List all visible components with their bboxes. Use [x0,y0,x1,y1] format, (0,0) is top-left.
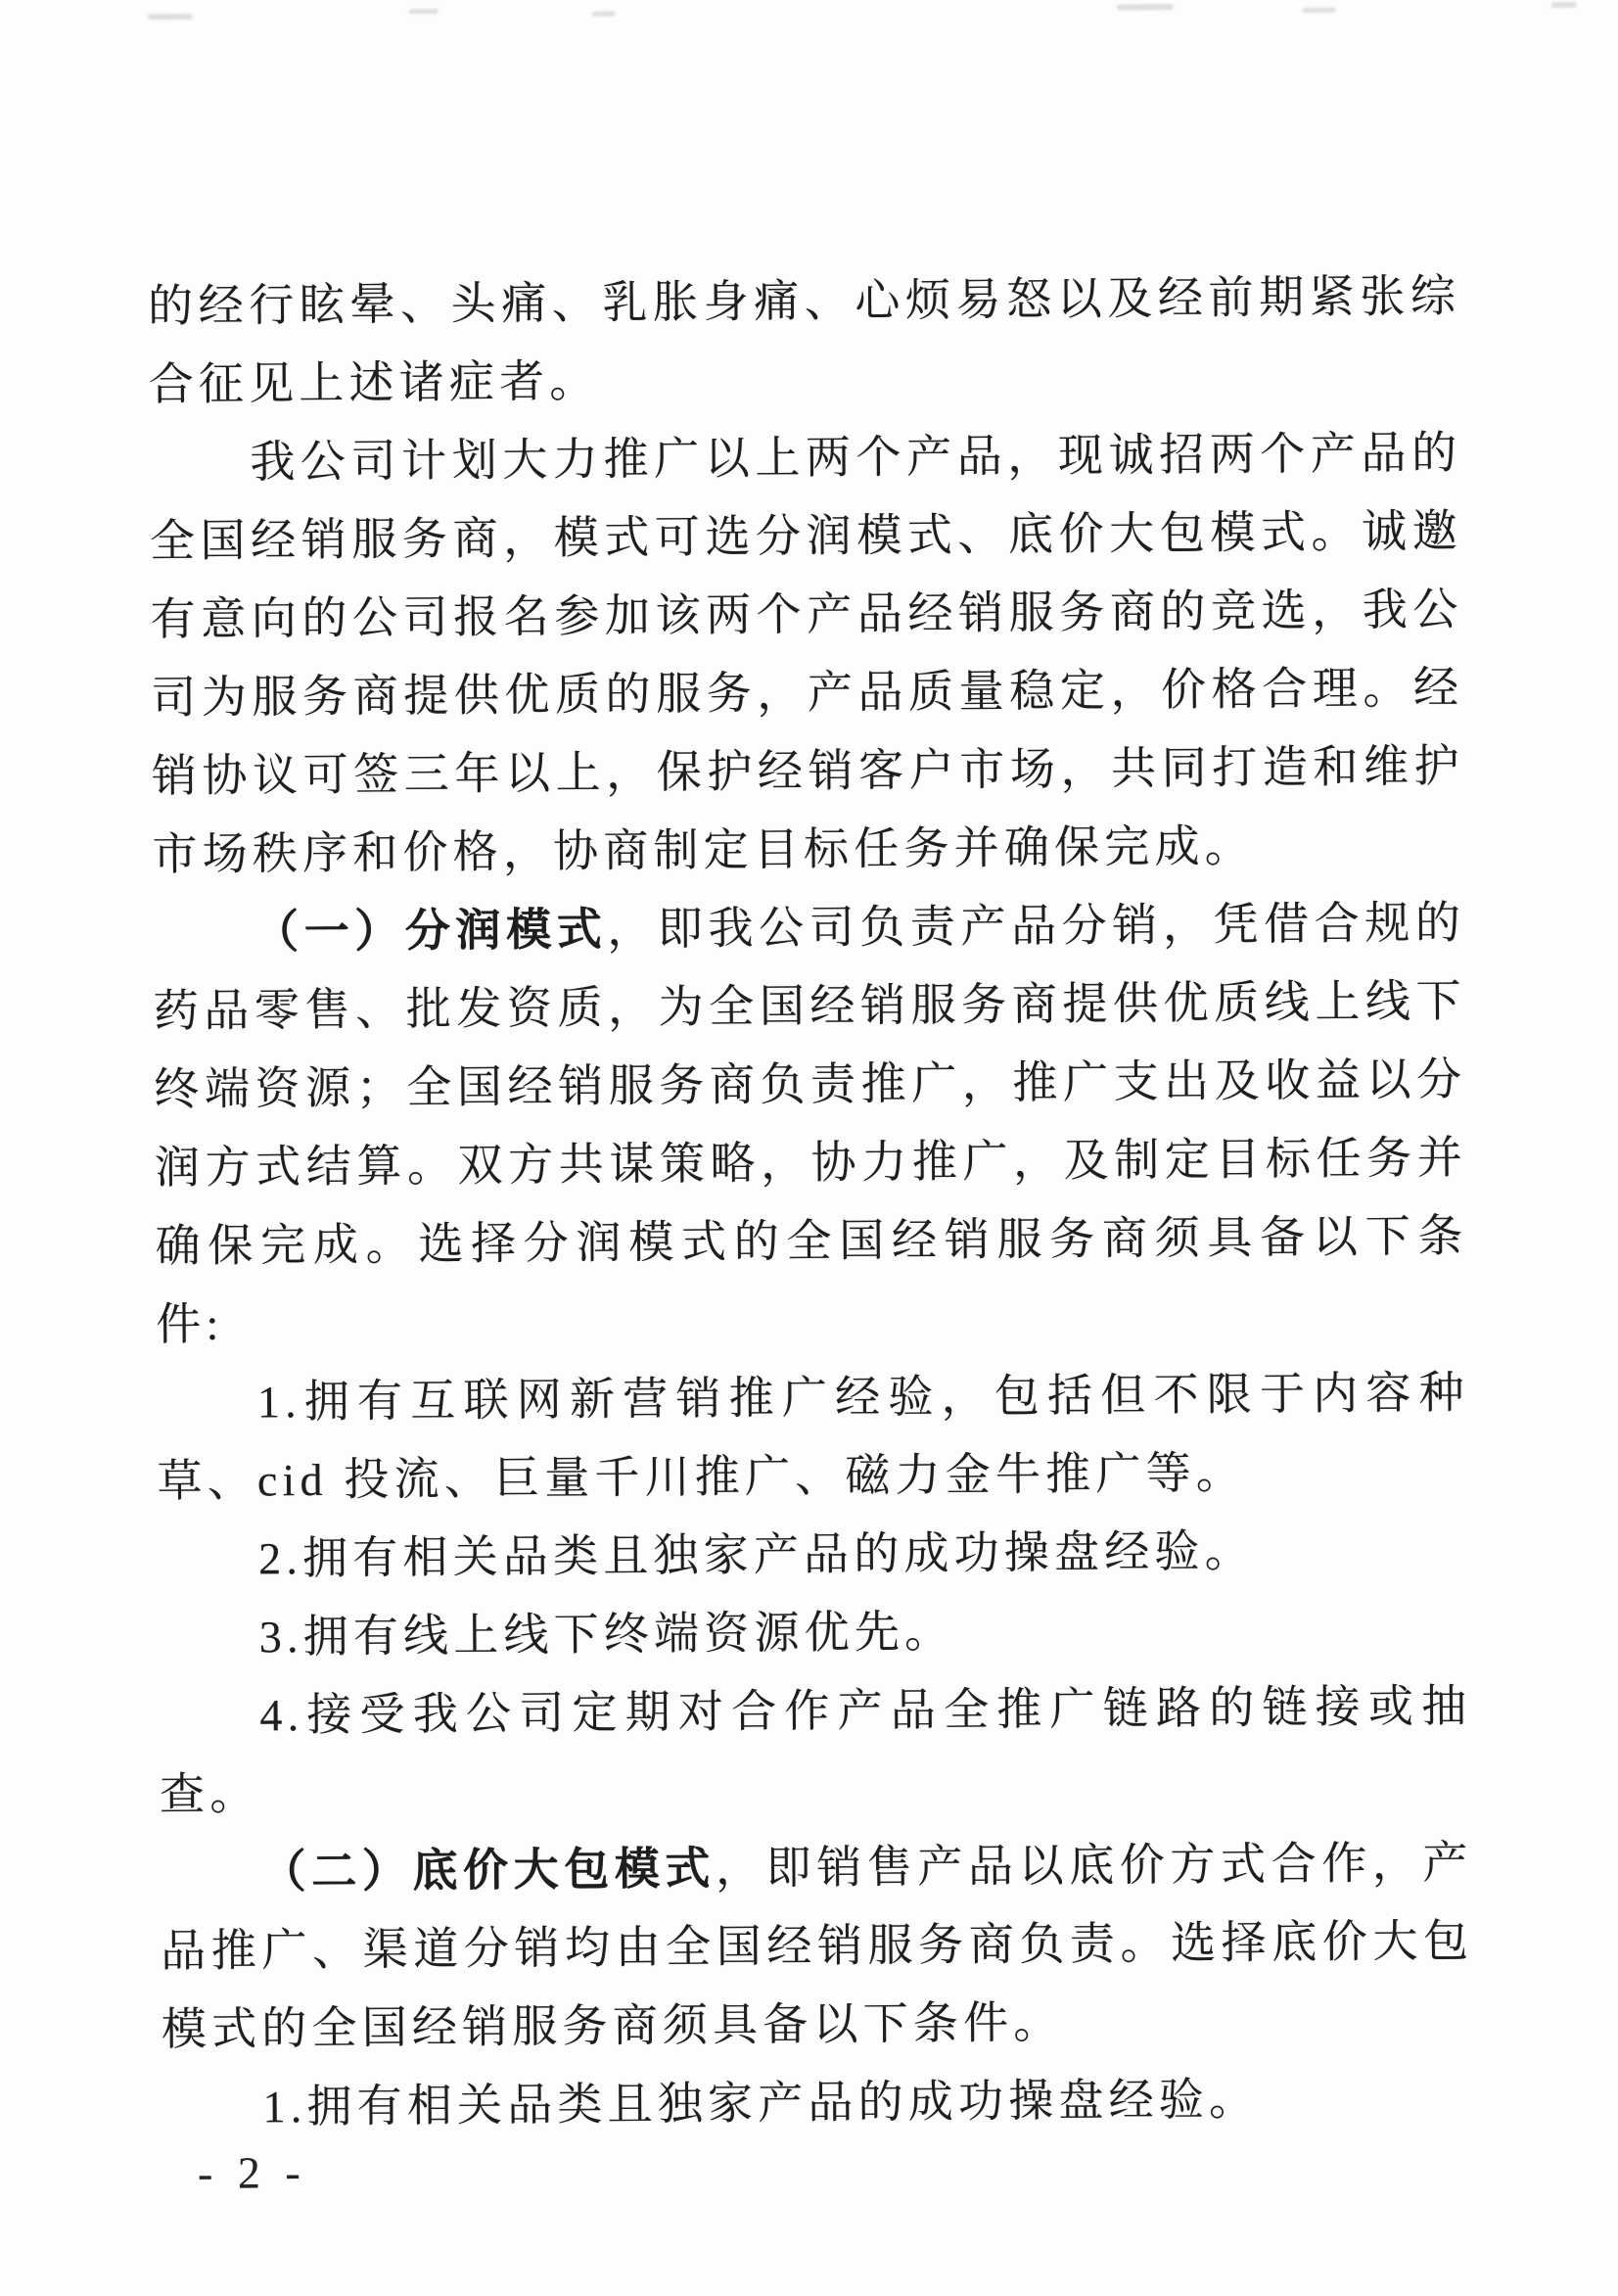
scan-artifact [592,12,616,17]
paragraph-text: 1.拥有互联网新营销推广经验，包括但不限于内容种草、cid 投流、巨量千川推广、磁力金牛推广等。 [157,1367,1470,1507]
scan-artifact [1551,2,1577,8]
paragraph-bold-prefix: （二）底价大包模式 [260,1843,717,1898]
paragraph [153,884,1469,1365]
page-number: - 2 - [197,2147,307,2198]
scan-artifact [409,9,439,14]
paragraph-text: ，即我公司负责产品分销，凭借合规的药品零售、批发资质，为全国经销服务商提供优质线上线下终端资源；全国经销服务商负责推广，推广支出及收益以分润方式结算。双方共谋策略，协力推广，及制定目标任务并确保完成。选择分润模式的全国经销服务商须具备以下条件: [153,897,1468,1350]
paragraph [157,1354,1470,1522]
paragraph [148,258,1461,425]
paragraph-text: 的经行眩晕、头痛、乳胀身痛、心烦易怒以及经前期紧张综合征见上述诸症者。 [147,270,1461,410]
document-body [148,258,1475,2147]
scan-artifact [1117,4,1174,10]
scan-artifact [148,14,193,20]
paragraph-text: 1.拥有相关品类且独家产品的成功操盘经验。 [262,2074,1260,2132]
scan-artifact [1303,8,1336,13]
paragraph [149,414,1465,895]
paragraph-text: ，即销售产品以底价方式合作，产品推广、渠道分销均由全国经销服务商负责。选择底价大包模式的全国经销服务商须具备以下条件。 [161,1837,1474,2055]
paragraph-text: 4.接受我公司定期对合作产品全推广链路的链接或抽查。 [159,1680,1472,1820]
paragraph-text: 2.拥有相关品类且独家产品的成功操盘经验。 [257,1525,1256,1584]
paragraph-bold-prefix: （一）分润模式 [253,904,608,958]
paragraph [159,1667,1472,1835]
paragraph [162,2059,1475,2148]
paragraph-text: 我公司计划大力推广以上两个产品，现诚招两个产品的全国经销服务商，模式可选分润模式、底价大包模式。诚邀有意向的公司报名参加该两个产品经销服务商的竞选，我公司为服务商提供优质的服务，产品质量稳定，价格合理。经销协议可签三年以上，保护经销客户市场，共同打造和维护市场秩序和价格，协商制定目标任务并确保完成。 [149,427,1465,880]
paragraph-text: 3.拥有线上线下终端资源优先。 [258,1606,955,1663]
paragraph [158,1511,1471,1600]
paragraph [160,1824,1474,2070]
paragraph [158,1589,1471,1678]
